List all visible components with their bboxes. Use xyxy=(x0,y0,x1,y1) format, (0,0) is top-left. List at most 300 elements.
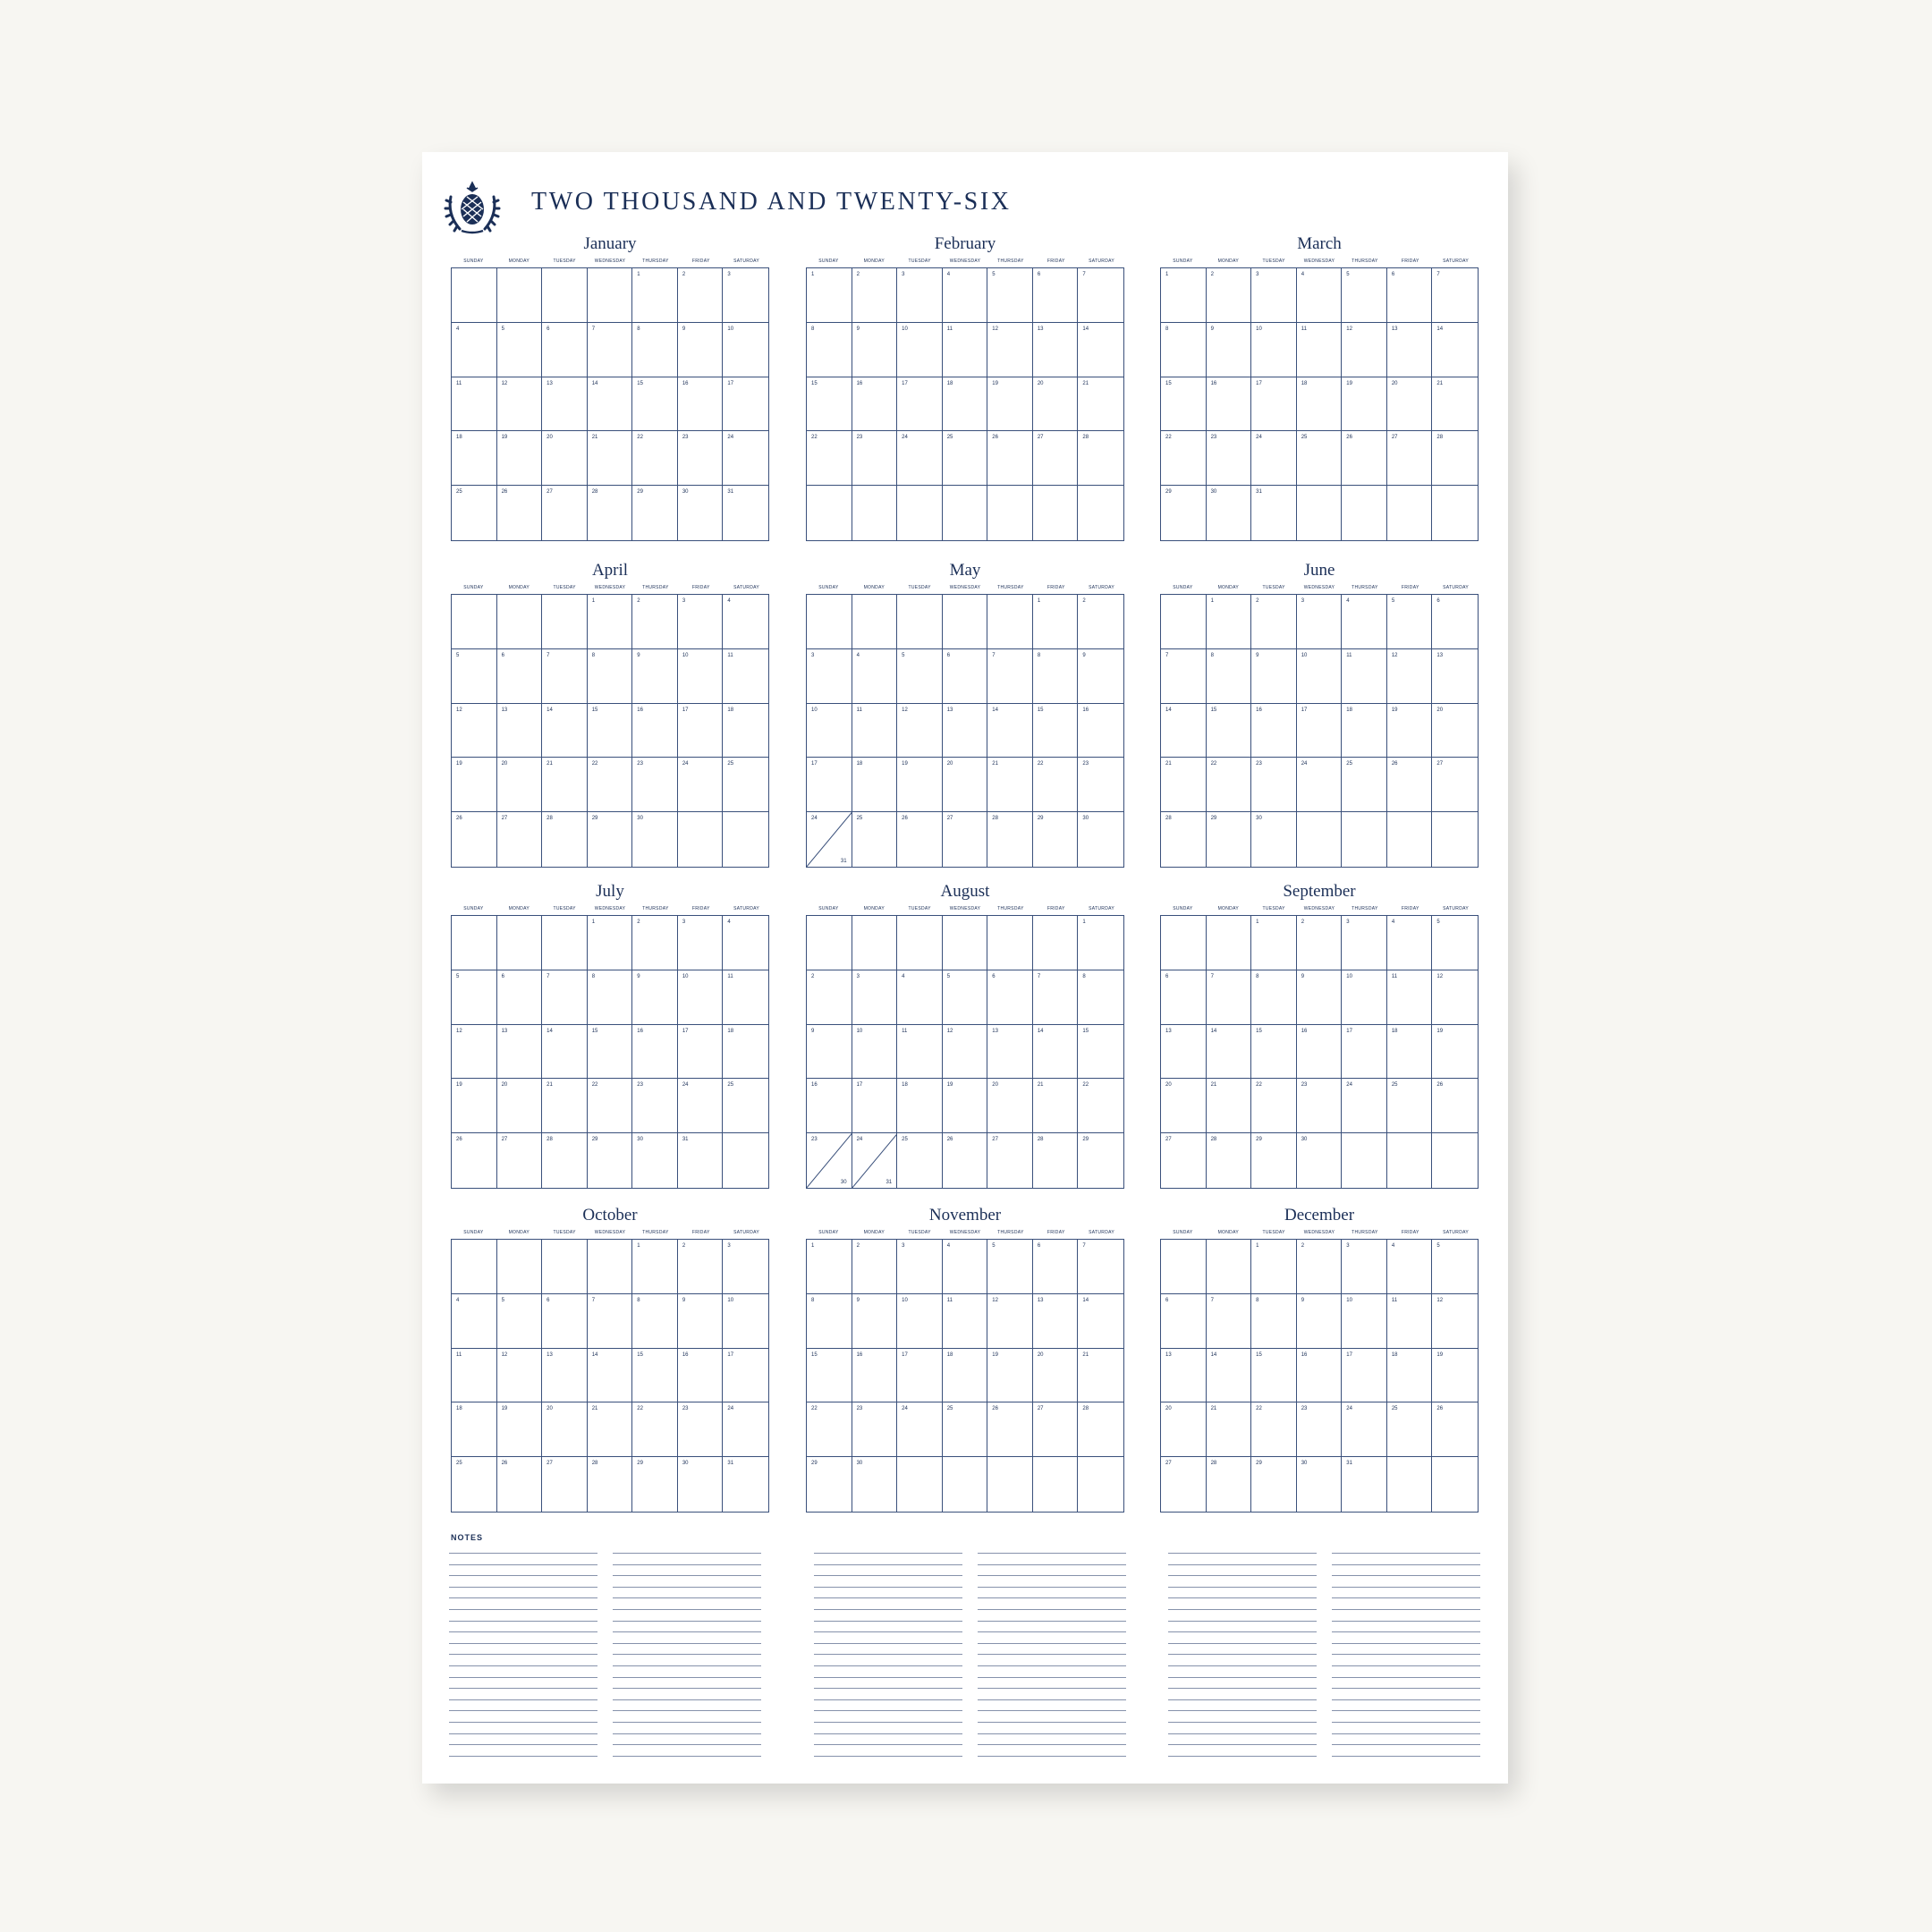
day-cell[interactable] xyxy=(497,1349,543,1403)
day-cell[interactable] xyxy=(723,486,768,540)
notes-line[interactable] xyxy=(1168,1643,1317,1644)
day-cell[interactable] xyxy=(497,268,543,323)
day-cell[interactable] xyxy=(1207,916,1252,970)
day-cell[interactable] xyxy=(1033,486,1079,540)
notes-line[interactable] xyxy=(1168,1631,1317,1632)
day-cell[interactable] xyxy=(852,812,898,867)
day-cell[interactable] xyxy=(452,1079,497,1133)
day-cell[interactable] xyxy=(678,486,724,540)
day-cell[interactable] xyxy=(452,812,497,867)
day-cell[interactable] xyxy=(807,323,852,377)
day-cell[interactable] xyxy=(852,268,898,323)
day-cell[interactable] xyxy=(542,1025,588,1080)
notes-line[interactable] xyxy=(613,1643,761,1644)
notes-line[interactable] xyxy=(1332,1643,1480,1644)
day-cell[interactable] xyxy=(1432,812,1478,867)
day-cell[interactable] xyxy=(632,1349,678,1403)
day-cell[interactable] xyxy=(497,758,543,812)
notes-line[interactable] xyxy=(1168,1621,1317,1622)
notes-line[interactable] xyxy=(1168,1733,1317,1734)
notes-line[interactable] xyxy=(1332,1744,1480,1745)
notes-line[interactable] xyxy=(814,1688,962,1689)
notes-line[interactable] xyxy=(449,1597,597,1598)
day-cell[interactable] xyxy=(678,1025,724,1080)
day-cell[interactable] xyxy=(1251,595,1297,649)
notes-line[interactable] xyxy=(814,1654,962,1655)
day-cell[interactable] xyxy=(1432,268,1478,323)
notes-line[interactable] xyxy=(449,1688,597,1689)
day-cell[interactable] xyxy=(943,704,988,758)
day-cell[interactable] xyxy=(452,268,497,323)
day-cell[interactable] xyxy=(1297,1457,1343,1512)
day-cell[interactable] xyxy=(632,486,678,540)
notes-line[interactable] xyxy=(613,1699,761,1700)
day-cell[interactable] xyxy=(1387,758,1433,812)
day-cell[interactable] xyxy=(1161,595,1207,649)
day-cell[interactable] xyxy=(678,1402,724,1457)
day-cell[interactable] xyxy=(987,1240,1033,1294)
day-cell[interactable] xyxy=(1432,1294,1478,1349)
day-cell[interactable] xyxy=(542,1079,588,1133)
notes-line[interactable] xyxy=(1168,1553,1317,1554)
day-cell[interactable] xyxy=(807,431,852,486)
day-cell[interactable] xyxy=(723,595,768,649)
day-cell[interactable] xyxy=(497,323,543,377)
notes-line[interactable] xyxy=(814,1756,962,1757)
notes-line[interactable] xyxy=(1168,1744,1317,1745)
notes-line[interactable] xyxy=(613,1609,761,1610)
day-cell[interactable] xyxy=(1251,486,1297,540)
day-cell[interactable] xyxy=(1432,1349,1478,1403)
day-cell[interactable] xyxy=(678,916,724,970)
day-cell[interactable] xyxy=(632,758,678,812)
day-cell[interactable] xyxy=(723,970,768,1025)
notes-line[interactable] xyxy=(449,1733,597,1734)
notes-line[interactable] xyxy=(1332,1710,1480,1711)
day-cell[interactable] xyxy=(1207,431,1252,486)
day-cell[interactable] xyxy=(723,1349,768,1403)
day-cell[interactable] xyxy=(678,649,724,704)
day-cell[interactable] xyxy=(807,1402,852,1457)
day-cell[interactable] xyxy=(987,1349,1033,1403)
day-cell[interactable] xyxy=(632,970,678,1025)
notes-line[interactable] xyxy=(449,1609,597,1610)
day-cell[interactable] xyxy=(943,268,988,323)
day-cell[interactable] xyxy=(1078,812,1123,867)
day-cell[interactable] xyxy=(452,377,497,432)
day-cell[interactable] xyxy=(1387,1079,1433,1133)
day-cell[interactable] xyxy=(723,1294,768,1349)
day-cell[interactable] xyxy=(943,1079,988,1133)
notes-line[interactable] xyxy=(449,1643,597,1644)
day-cell[interactable] xyxy=(588,649,633,704)
day-cell[interactable] xyxy=(1207,704,1252,758)
day-cell[interactable] xyxy=(1207,1457,1252,1512)
day-cell[interactable] xyxy=(497,1457,543,1512)
day-cell[interactable] xyxy=(452,970,497,1025)
notes-line[interactable] xyxy=(449,1587,597,1588)
day-cell[interactable] xyxy=(1033,323,1079,377)
day-cell[interactable] xyxy=(1251,1457,1297,1512)
day-cell[interactable] xyxy=(852,1079,898,1133)
day-cell[interactable] xyxy=(1297,268,1343,323)
day-cell[interactable] xyxy=(1207,812,1252,867)
day-cell[interactable] xyxy=(723,377,768,432)
day-cell[interactable] xyxy=(632,812,678,867)
day-cell[interactable] xyxy=(1432,323,1478,377)
day-cell[interactable] xyxy=(497,704,543,758)
day-cell[interactable] xyxy=(542,1349,588,1403)
notes-line[interactable] xyxy=(978,1710,1126,1711)
notes-line[interactable] xyxy=(1168,1699,1317,1700)
day-cell[interactable] xyxy=(588,268,633,323)
day-cell[interactable] xyxy=(678,812,724,867)
day-cell[interactable] xyxy=(1297,431,1343,486)
day-cell[interactable] xyxy=(1033,916,1079,970)
day-cell[interactable] xyxy=(1387,486,1433,540)
notes-line[interactable] xyxy=(449,1756,597,1757)
day-cell[interactable] xyxy=(588,1079,633,1133)
day-cell[interactable] xyxy=(943,1294,988,1349)
day-cell[interactable] xyxy=(1251,1025,1297,1080)
day-cell[interactable] xyxy=(678,1240,724,1294)
notes-line[interactable] xyxy=(814,1587,962,1588)
day-cell[interactable] xyxy=(1033,1133,1079,1188)
day-cell[interactable] xyxy=(678,595,724,649)
day-cell[interactable] xyxy=(678,1079,724,1133)
day-cell[interactable] xyxy=(1161,323,1207,377)
day-cell[interactable] xyxy=(452,1025,497,1080)
day-cell[interactable] xyxy=(1387,1457,1433,1512)
day-cell[interactable] xyxy=(1251,970,1297,1025)
day-cell[interactable] xyxy=(678,758,724,812)
day-cell[interactable] xyxy=(987,916,1033,970)
day-cell[interactable] xyxy=(897,812,943,867)
day-cell[interactable] xyxy=(1078,1240,1123,1294)
day-cell[interactable] xyxy=(852,1025,898,1080)
day-cell[interactable] xyxy=(1078,1133,1123,1188)
notes-line[interactable] xyxy=(814,1744,962,1745)
day-cell[interactable] xyxy=(807,1079,852,1133)
notes-line[interactable] xyxy=(613,1688,761,1689)
notes-line[interactable] xyxy=(814,1733,962,1734)
day-cell[interactable] xyxy=(1297,595,1343,649)
day-cell[interactable] xyxy=(1161,1457,1207,1512)
day-cell[interactable] xyxy=(987,649,1033,704)
day-cell[interactable] xyxy=(1161,431,1207,486)
day-cell[interactable] xyxy=(452,1294,497,1349)
notes-line[interactable] xyxy=(449,1722,597,1723)
day-cell[interactable] xyxy=(1078,649,1123,704)
day-cell[interactable] xyxy=(897,970,943,1025)
notes-line[interactable] xyxy=(613,1575,761,1576)
day-cell[interactable] xyxy=(1342,649,1387,704)
notes-line[interactable] xyxy=(814,1631,962,1632)
day-cell[interactable] xyxy=(987,323,1033,377)
day-cell[interactable] xyxy=(1161,486,1207,540)
day-cell[interactable] xyxy=(1297,916,1343,970)
day-cell[interactable] xyxy=(632,1240,678,1294)
day-cell[interactable] xyxy=(987,431,1033,486)
day-cell[interactable] xyxy=(943,970,988,1025)
day-cell[interactable] xyxy=(1342,486,1387,540)
day-cell[interactable] xyxy=(807,758,852,812)
notes-line[interactable] xyxy=(449,1564,597,1565)
day-cell[interactable] xyxy=(897,268,943,323)
notes-line[interactable] xyxy=(978,1564,1126,1565)
day-cell[interactable] xyxy=(452,431,497,486)
day-cell[interactable] xyxy=(497,1025,543,1080)
notes-line[interactable] xyxy=(449,1744,597,1745)
notes-line[interactable] xyxy=(613,1756,761,1757)
day-cell[interactable] xyxy=(1297,323,1343,377)
day-cell[interactable] xyxy=(1297,704,1343,758)
day-cell[interactable] xyxy=(1342,704,1387,758)
day-cell[interactable] xyxy=(542,1240,588,1294)
day-cell[interactable] xyxy=(807,1133,852,1188)
day-cell[interactable] xyxy=(943,1457,988,1512)
day-cell[interactable] xyxy=(852,1457,898,1512)
day-cell[interactable] xyxy=(807,1349,852,1403)
day-cell[interactable] xyxy=(1161,1240,1207,1294)
notes-line[interactable] xyxy=(814,1643,962,1644)
notes-line[interactable] xyxy=(814,1553,962,1554)
day-cell[interactable] xyxy=(678,431,724,486)
day-cell[interactable] xyxy=(678,1457,724,1512)
day-cell[interactable] xyxy=(1387,595,1433,649)
day-cell[interactable] xyxy=(897,377,943,432)
day-cell[interactable] xyxy=(807,916,852,970)
day-cell[interactable] xyxy=(1297,1349,1343,1403)
day-cell[interactable] xyxy=(723,1402,768,1457)
day-cell[interactable] xyxy=(1251,916,1297,970)
day-cell[interactable] xyxy=(497,649,543,704)
day-cell[interactable] xyxy=(943,431,988,486)
day-cell[interactable] xyxy=(1033,1457,1079,1512)
day-cell[interactable] xyxy=(1342,1079,1387,1133)
day-cell[interactable] xyxy=(678,1133,724,1188)
notes-line[interactable] xyxy=(613,1631,761,1632)
day-cell[interactable] xyxy=(987,1079,1033,1133)
day-cell[interactable] xyxy=(897,916,943,970)
day-cell[interactable] xyxy=(723,649,768,704)
day-cell[interactable] xyxy=(632,916,678,970)
day-cell[interactable] xyxy=(542,377,588,432)
day-cell[interactable] xyxy=(987,595,1033,649)
day-cell[interactable] xyxy=(588,970,633,1025)
day-cell[interactable] xyxy=(1251,1079,1297,1133)
notes-line[interactable] xyxy=(1168,1654,1317,1655)
day-cell[interactable] xyxy=(452,1133,497,1188)
day-cell[interactable] xyxy=(1161,1079,1207,1133)
day-cell[interactable] xyxy=(723,704,768,758)
notes-line[interactable] xyxy=(449,1677,597,1678)
notes-line[interactable] xyxy=(978,1654,1126,1655)
day-cell[interactable] xyxy=(1251,377,1297,432)
day-cell[interactable] xyxy=(1432,1240,1478,1294)
day-cell[interactable] xyxy=(678,377,724,432)
day-cell[interactable] xyxy=(1342,970,1387,1025)
day-cell[interactable] xyxy=(1342,323,1387,377)
day-cell[interactable] xyxy=(723,431,768,486)
notes-line[interactable] xyxy=(1168,1564,1317,1565)
day-cell[interactable] xyxy=(987,486,1033,540)
day-cell[interactable] xyxy=(807,812,852,867)
notes-line[interactable] xyxy=(449,1575,597,1576)
day-cell[interactable] xyxy=(1251,1240,1297,1294)
day-cell[interactable] xyxy=(452,758,497,812)
notes-line[interactable] xyxy=(1168,1677,1317,1678)
day-cell[interactable] xyxy=(987,970,1033,1025)
day-cell[interactable] xyxy=(542,486,588,540)
notes-line[interactable] xyxy=(978,1688,1126,1689)
day-cell[interactable] xyxy=(1033,970,1079,1025)
notes-line[interactable] xyxy=(1332,1654,1480,1655)
day-cell[interactable] xyxy=(542,758,588,812)
day-cell[interactable] xyxy=(1297,970,1343,1025)
day-cell[interactable] xyxy=(1432,431,1478,486)
day-cell[interactable] xyxy=(1207,268,1252,323)
notes-line[interactable] xyxy=(613,1621,761,1622)
day-cell[interactable] xyxy=(632,431,678,486)
day-cell[interactable] xyxy=(678,1294,724,1349)
day-cell[interactable] xyxy=(807,1025,852,1080)
day-cell[interactable] xyxy=(1297,1240,1343,1294)
day-cell[interactable] xyxy=(897,704,943,758)
notes-line[interactable] xyxy=(613,1597,761,1598)
day-cell[interactable] xyxy=(1078,1402,1123,1457)
day-cell[interactable] xyxy=(632,1402,678,1457)
day-cell[interactable] xyxy=(588,1457,633,1512)
day-cell[interactable] xyxy=(897,758,943,812)
day-cell[interactable] xyxy=(1387,377,1433,432)
day-cell[interactable] xyxy=(723,323,768,377)
notes-line[interactable] xyxy=(978,1665,1126,1666)
notes-line[interactable] xyxy=(978,1587,1126,1588)
day-cell[interactable] xyxy=(852,970,898,1025)
day-cell[interactable] xyxy=(588,758,633,812)
day-cell[interactable] xyxy=(1033,1294,1079,1349)
day-cell[interactable] xyxy=(1432,704,1478,758)
notes-line[interactable] xyxy=(978,1621,1126,1622)
day-cell[interactable] xyxy=(1251,268,1297,323)
day-cell[interactable] xyxy=(588,431,633,486)
day-cell[interactable] xyxy=(1033,704,1079,758)
notes-line[interactable] xyxy=(1332,1756,1480,1757)
day-cell[interactable] xyxy=(1387,431,1433,486)
day-cell[interactable] xyxy=(632,377,678,432)
day-cell[interactable] xyxy=(1033,1025,1079,1080)
day-cell[interactable] xyxy=(1078,431,1123,486)
day-cell[interactable] xyxy=(807,268,852,323)
day-cell[interactable] xyxy=(897,1133,943,1188)
day-cell[interactable] xyxy=(723,812,768,867)
day-cell[interactable] xyxy=(943,1133,988,1188)
day-cell[interactable] xyxy=(1342,812,1387,867)
day-cell[interactable] xyxy=(723,758,768,812)
day-cell[interactable] xyxy=(1432,1133,1478,1188)
day-cell[interactable] xyxy=(542,812,588,867)
day-cell[interactable] xyxy=(1342,1240,1387,1294)
day-cell[interactable] xyxy=(987,704,1033,758)
day-cell[interactable] xyxy=(497,377,543,432)
day-cell[interactable] xyxy=(1387,323,1433,377)
day-cell[interactable] xyxy=(1432,486,1478,540)
day-cell[interactable] xyxy=(678,970,724,1025)
notes-line[interactable] xyxy=(1332,1699,1480,1700)
day-cell[interactable] xyxy=(1251,1349,1297,1403)
day-cell[interactable] xyxy=(987,268,1033,323)
day-cell[interactable] xyxy=(497,1402,543,1457)
day-cell[interactable] xyxy=(1033,1079,1079,1133)
day-cell[interactable] xyxy=(1297,649,1343,704)
notes-line[interactable] xyxy=(449,1631,597,1632)
day-cell[interactable] xyxy=(497,595,543,649)
day-cell[interactable] xyxy=(1342,1349,1387,1403)
day-cell[interactable] xyxy=(1251,758,1297,812)
day-cell[interactable] xyxy=(1078,1457,1123,1512)
day-cell[interactable] xyxy=(1207,1079,1252,1133)
day-cell[interactable] xyxy=(987,1025,1033,1080)
day-cell[interactable] xyxy=(1161,758,1207,812)
day-cell[interactable] xyxy=(1251,649,1297,704)
day-cell[interactable] xyxy=(1161,649,1207,704)
day-cell[interactable] xyxy=(588,916,633,970)
day-cell[interactable] xyxy=(1297,377,1343,432)
day-cell[interactable] xyxy=(542,970,588,1025)
day-cell[interactable] xyxy=(1342,377,1387,432)
notes-line[interactable] xyxy=(1332,1553,1480,1554)
day-cell[interactable] xyxy=(1207,595,1252,649)
day-cell[interactable] xyxy=(1387,1294,1433,1349)
day-cell[interactable] xyxy=(588,704,633,758)
day-cell[interactable] xyxy=(943,1025,988,1080)
notes-line[interactable] xyxy=(613,1665,761,1666)
notes-line[interactable] xyxy=(613,1564,761,1565)
day-cell[interactable] xyxy=(452,1457,497,1512)
day-cell[interactable] xyxy=(897,595,943,649)
notes-line[interactable] xyxy=(978,1609,1126,1610)
notes-line[interactable] xyxy=(1332,1677,1480,1678)
day-cell[interactable] xyxy=(632,323,678,377)
day-cell[interactable] xyxy=(1387,812,1433,867)
day-cell[interactable] xyxy=(1387,970,1433,1025)
day-cell[interactable] xyxy=(452,486,497,540)
day-cell[interactable] xyxy=(943,595,988,649)
day-cell[interactable] xyxy=(1078,1294,1123,1349)
day-cell[interactable] xyxy=(897,323,943,377)
notes-line[interactable] xyxy=(613,1744,761,1745)
notes-line[interactable] xyxy=(613,1553,761,1554)
day-cell[interactable] xyxy=(1432,1402,1478,1457)
day-cell[interactable] xyxy=(897,1079,943,1133)
day-cell[interactable] xyxy=(1432,649,1478,704)
day-cell[interactable] xyxy=(852,323,898,377)
day-cell[interactable] xyxy=(807,377,852,432)
day-cell[interactable] xyxy=(943,323,988,377)
day-cell[interactable] xyxy=(1161,812,1207,867)
notes-line[interactable] xyxy=(1332,1587,1480,1588)
day-cell[interactable] xyxy=(542,649,588,704)
day-cell[interactable] xyxy=(1432,595,1478,649)
day-cell[interactable] xyxy=(632,268,678,323)
day-cell[interactable] xyxy=(943,486,988,540)
day-cell[interactable] xyxy=(632,704,678,758)
day-cell[interactable] xyxy=(452,323,497,377)
day-cell[interactable] xyxy=(1251,1294,1297,1349)
day-cell[interactable] xyxy=(1251,1133,1297,1188)
notes-line[interactable] xyxy=(449,1665,597,1666)
